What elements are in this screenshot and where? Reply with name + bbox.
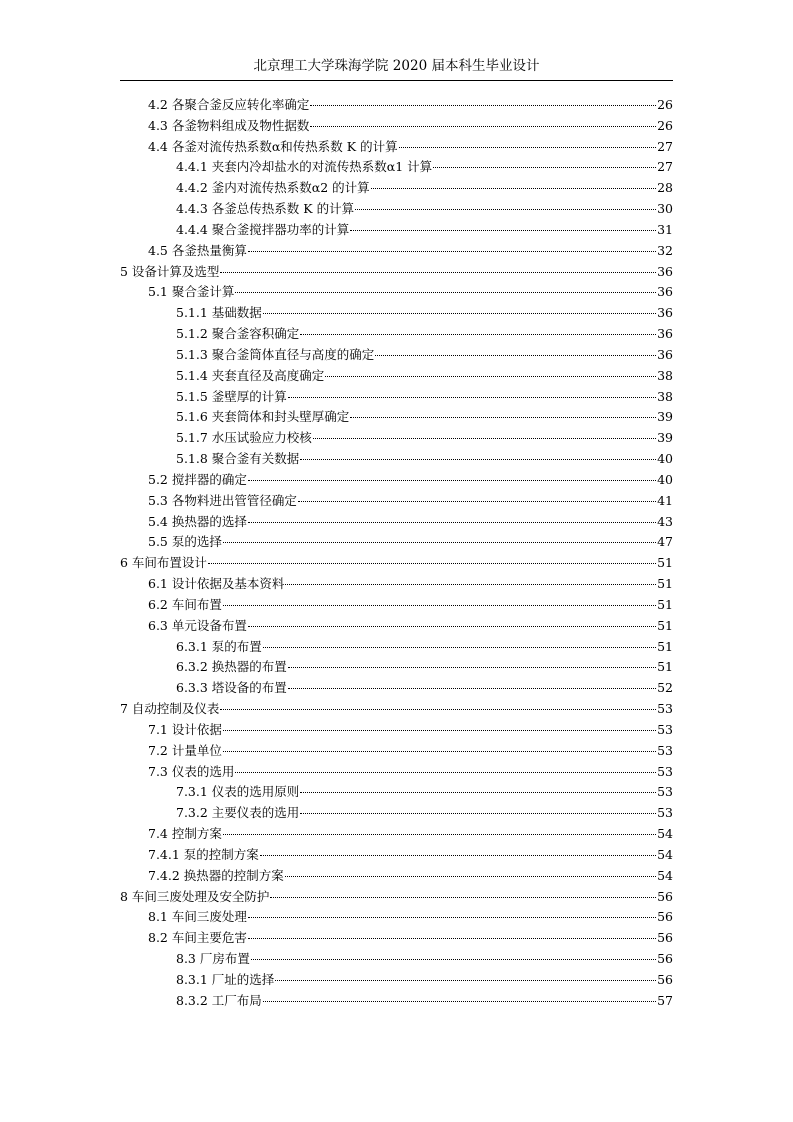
toc-entry-page-number: 26 (657, 97, 673, 112)
toc-entry-label: 5.1.6 夹套筒体和封头壁厚确定 (176, 409, 350, 425)
toc-entry-page-number: 51 (657, 659, 673, 675)
toc-dot-leader (298, 501, 656, 502)
toc-dot-leader (220, 709, 656, 710)
toc-dot-leader (248, 251, 656, 252)
toc-entry-label: 5.2 搅拌器的确定 (148, 471, 247, 487)
toc-entry-label: 7.4.1 泵的控制方案 (148, 846, 259, 862)
toc-entry-label: 8.3 厂房布置 (176, 951, 250, 967)
toc-entry-label: 7.4 控制方案 (148, 826, 222, 842)
toc-entry[interactable] (120, 888, 673, 906)
toc-dot-leader (288, 667, 656, 668)
toc-entry-label: 7 自动控制及仪表 (120, 701, 220, 717)
toc-entry-label: 8 车间三废处理及安全防护 (120, 888, 270, 904)
toc-dot-leader (248, 522, 656, 523)
toc-entry-label: 6 车间布置设计 (120, 555, 207, 571)
toc-dot-leader (275, 980, 656, 981)
toc-entry-page-number: 39 (657, 430, 673, 446)
toc-entry-page-number: 54 (657, 826, 673, 842)
toc-entry[interactable] (176, 221, 673, 239)
toc-dot-leader (248, 917, 656, 918)
toc-entry[interactable] (148, 242, 673, 260)
toc-entry[interactable] (148, 138, 673, 156)
toc-entry-label: 5.1.4 夹套直径及高度确定 (176, 367, 325, 383)
toc-entry-label: 5.1.7 水压试验应力校核 (176, 430, 312, 446)
toc-entry-page-number: 43 (657, 513, 673, 529)
toc-dot-leader (223, 605, 656, 606)
header-rule (120, 80, 673, 81)
toc-dot-leader (355, 209, 656, 210)
toc-entry-page-number: 56 (657, 951, 673, 967)
toc-entry-page-number: 26 (657, 117, 673, 133)
toc-entry-label: 5.4 换热器的选择 (148, 513, 247, 529)
toc-entry-page-number: 51 (657, 638, 673, 654)
toc-dot-leader (350, 417, 656, 418)
toc-entry-label: 6.3.1 泵的布置 (176, 638, 262, 654)
toc-entry[interactable] (176, 325, 673, 343)
toc-entry-label: 7.3.2 主要仪表的选用 (176, 805, 300, 821)
toc-dot-leader (300, 813, 656, 814)
toc-entry[interactable] (148, 929, 673, 947)
toc-entry-page-number: 57 (657, 992, 673, 1008)
toc-entry-label: 7.3 仪表的选用 (148, 763, 235, 779)
toc-dot-leader (300, 459, 656, 460)
toc-entry-page-number: 32 (657, 242, 673, 258)
toc-entry-page-number: 56 (657, 930, 673, 946)
toc-entry[interactable] (120, 554, 673, 572)
toc-entry-label: 5.1 聚合釜计算 (148, 284, 235, 300)
toc-entry-label: 5.1.2 聚合釜容积确定 (176, 326, 300, 342)
toc-entry-label: 8.3.2 工厂布局 (176, 992, 262, 1008)
toc-entry-label: 8.2 车间主要危害 (148, 930, 247, 946)
toc-dot-leader (220, 272, 656, 273)
toc-dot-leader (300, 334, 656, 335)
toc-dot-leader (325, 376, 656, 377)
toc-entry[interactable] (148, 763, 673, 781)
toc-dot-leader (300, 792, 656, 793)
toc-entry-page-number: 38 (657, 388, 673, 404)
toc-dot-leader (285, 876, 656, 877)
toc-entry[interactable] (176, 450, 673, 468)
toc-entry-label: 4.3 各釜物料组成及物性据数 (148, 117, 310, 133)
toc-entry[interactable] (176, 179, 673, 197)
toc-dot-leader (310, 126, 656, 127)
toc-dot-leader (235, 292, 656, 293)
toc-entry[interactable] (148, 742, 673, 760)
toc-entry-page-number: 27 (657, 159, 673, 175)
toc-dot-leader (263, 647, 656, 648)
toc-entry[interactable] (176, 804, 673, 822)
toc-entry[interactable] (148, 96, 673, 114)
toc-entry-page-number: 36 (657, 284, 673, 300)
toc-dot-leader (310, 105, 656, 106)
toc-entry-page-number: 54 (657, 867, 673, 883)
toc-entry[interactable] (176, 429, 673, 447)
page-header: 北京理工大学珠海学院 2020 届本科生毕业设计 (253, 58, 540, 74)
toc-entry-label: 8.3.1 厂址的选择 (176, 971, 275, 987)
toc-entry[interactable] (176, 388, 673, 406)
toc-entry-label: 7.3.1 仪表的选用原则 (176, 784, 300, 800)
toc-entry-label: 4.2 各聚合釜反应转化率确定 (148, 97, 310, 112)
toc-entry-page-number: 36 (657, 305, 673, 321)
toc-entry-page-number: 51 (657, 576, 673, 592)
toc-entry-page-number: 51 (657, 617, 673, 633)
toc-entry-label: 5.5 泵的选择 (148, 534, 222, 550)
toc-dot-leader (260, 855, 656, 856)
toc-entry-page-number: 47 (657, 534, 673, 550)
toc-entry[interactable] (176, 971, 673, 989)
toc-dot-leader (248, 480, 656, 481)
toc-entry-page-number: 53 (657, 742, 673, 758)
toc-entry[interactable] (148, 617, 673, 635)
toc-entry-page-number: 38 (657, 367, 673, 383)
toc-entry[interactable] (148, 575, 673, 593)
toc-entry-page-number: 28 (657, 180, 673, 196)
toc-entry[interactable] (148, 721, 673, 739)
toc-dot-leader (263, 313, 656, 314)
toc-dot-leader (223, 834, 656, 835)
toc-entry-label: 7.2 计量单位 (148, 742, 222, 758)
toc-entry[interactable] (176, 679, 673, 697)
toc-entry-page-number: 53 (657, 701, 673, 717)
toc-entry-label: 7.4.2 换热器的控制方案 (148, 867, 284, 883)
toc-entry[interactable] (176, 783, 673, 801)
toc-entry-page-number: 39 (657, 409, 673, 425)
toc-dot-leader (288, 688, 656, 689)
toc-entry[interactable] (176, 658, 673, 676)
toc-entry-label: 6.3 单元设备布置 (148, 617, 247, 633)
toc-entry-label: 6.3.3 塔设备的布置 (176, 680, 287, 696)
toc-entry-page-number: 51 (657, 555, 673, 571)
toc-entry-label: 5.1.5 釜壁厚的计算 (176, 388, 287, 404)
toc-entry-label: 5.1.3 聚合釜筒体直径与高度的确定 (176, 346, 375, 362)
toc-dot-leader (251, 959, 656, 960)
toc-entry[interactable] (148, 471, 673, 489)
toc-dot-leader (263, 1001, 656, 1002)
toc-entry-page-number: 53 (657, 763, 673, 779)
toc-entry-label: 4.4.1 夹套内冷却盐水的对流传热系数α1 计算 (176, 159, 433, 175)
toc-entry-page-number: 53 (657, 805, 673, 821)
toc-entry-page-number: 56 (657, 888, 673, 904)
toc-entry[interactable] (176, 950, 673, 968)
toc-entry-label: 6.3.2 换热器的布置 (176, 659, 287, 675)
toc-dot-leader (350, 230, 656, 231)
toc-entry-page-number: 31 (657, 221, 673, 237)
toc-dot-leader (208, 563, 656, 564)
toc-entry-page-number: 27 (657, 138, 673, 154)
toc-entry[interactable] (148, 908, 673, 926)
toc-entry-label: 4.4 各釜对流传热系数α和传热系数 K 的计算 (148, 138, 398, 154)
toc-dot-leader (375, 355, 656, 356)
toc-dot-leader (223, 730, 656, 731)
toc-entry-page-number: 56 (657, 909, 673, 925)
toc-dot-leader (371, 188, 656, 189)
toc-entry-page-number: 30 (657, 201, 673, 217)
toc-entry[interactable] (148, 492, 673, 510)
toc-dot-leader (223, 751, 656, 752)
toc-entry[interactable] (148, 283, 673, 301)
toc-entry-page-number: 54 (657, 846, 673, 862)
toc-dot-leader (285, 584, 656, 585)
toc-entry[interactable] (120, 700, 673, 718)
toc-entry[interactable] (148, 825, 673, 843)
toc-dot-leader (270, 897, 656, 898)
toc-entry[interactable] (176, 638, 673, 656)
toc-dot-leader (313, 438, 656, 439)
toc-entry-page-number: 56 (657, 971, 673, 987)
toc-dot-leader (288, 397, 656, 398)
toc-entry[interactable] (148, 846, 673, 864)
toc-entry-label: 4.5 各釜热量衡算 (148, 242, 247, 258)
toc-entry[interactable] (176, 408, 673, 426)
toc-dot-leader (248, 938, 656, 939)
toc-entry-label: 4.4.2 釜内对流传热系数α2 的计算 (176, 180, 370, 196)
toc-entry-label: 7.1 设计依据 (148, 721, 222, 737)
toc-dot-leader (433, 167, 656, 168)
toc-entry-page-number: 40 (657, 451, 673, 467)
toc-entry-page-number: 36 (657, 346, 673, 362)
toc-entry[interactable] (148, 533, 673, 551)
toc-entry[interactable] (120, 263, 673, 281)
toc-entry-page-number: 41 (657, 492, 673, 508)
toc-entry-page-number: 53 (657, 721, 673, 737)
toc-entry-page-number: 52 (657, 680, 673, 696)
toc-entry[interactable] (176, 158, 673, 176)
toc-entry-label: 5.3 各物料进出管管径确定 (148, 492, 297, 508)
toc-entry[interactable] (148, 513, 673, 531)
toc-entry-label: 6.2 车间布置 (148, 596, 222, 612)
toc-entry-page-number: 36 (657, 326, 673, 342)
toc-entry-label: 8.1 车间三废处理 (148, 909, 247, 925)
toc-dot-leader (399, 147, 657, 148)
toc-entry[interactable] (148, 867, 673, 885)
toc-entry-label: 5 设备计算及选型 (120, 263, 220, 279)
toc-entry-page-number: 53 (657, 784, 673, 800)
toc-dot-leader (235, 772, 656, 773)
toc-entry[interactable] (148, 117, 673, 135)
toc-entry-page-number: 40 (657, 471, 673, 487)
toc-entry-page-number: 36 (657, 263, 673, 279)
toc-dot-leader (223, 542, 656, 543)
toc-entry-label: 5.1.1 基础数据 (176, 305, 262, 321)
toc-entry-label: 4.4.4 聚合釜搅拌器功率的计算 (176, 221, 350, 237)
toc-entry-label: 5.1.8 聚合釜有关数据 (176, 451, 300, 467)
toc-entry[interactable] (176, 200, 673, 218)
toc-entry-page-number: 51 (657, 596, 673, 612)
toc-entry[interactable] (148, 596, 673, 614)
toc-entry[interactable] (176, 304, 673, 322)
toc-entry-label: 6.1 设计依据及基本资料 (148, 576, 285, 592)
toc-entry-label: 4.4.3 各釜总传热系数 K 的计算 (176, 201, 355, 217)
toc-entry[interactable] (176, 367, 673, 385)
toc-entry[interactable] (176, 346, 673, 364)
toc-dot-leader (248, 626, 656, 627)
toc-entry[interactable] (176, 992, 673, 1010)
